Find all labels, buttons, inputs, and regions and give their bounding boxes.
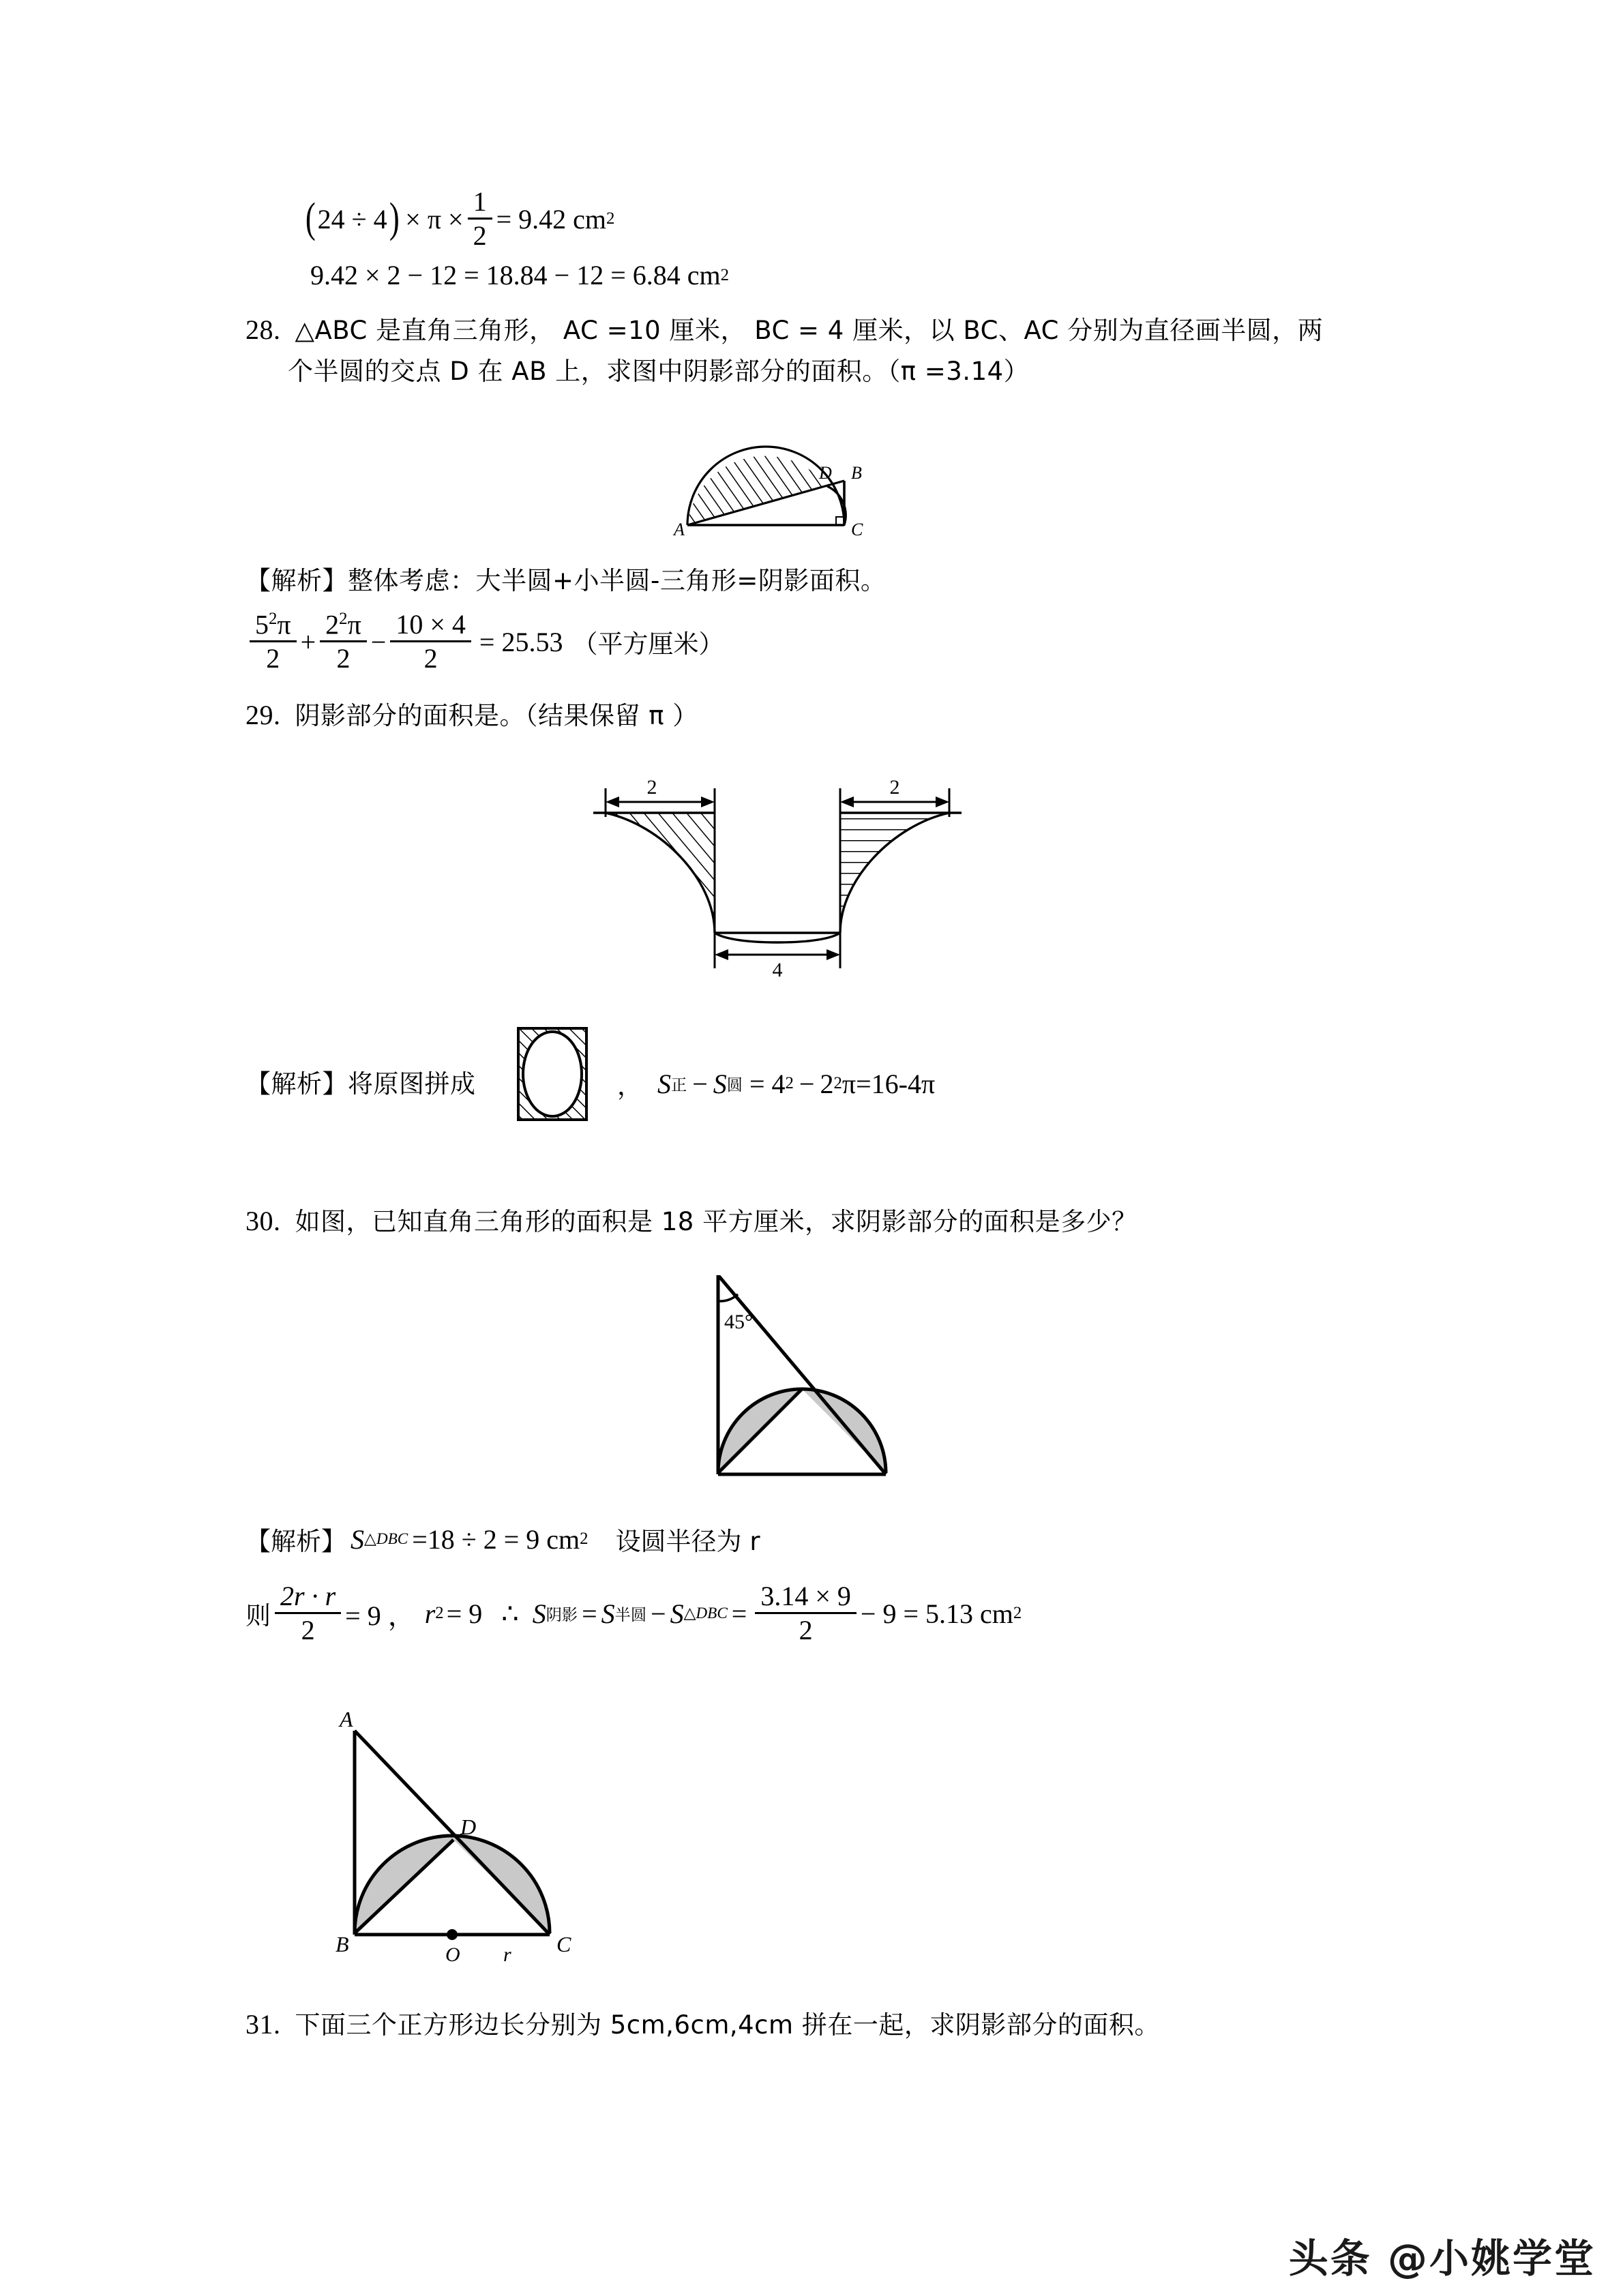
question-text: △ABC 是直角三角形， AC =10 厘米， BC = 4 厘米，以 BC、AC 分别为直径画半圆，两	[295, 316, 1324, 345]
exponent: 2	[833, 1074, 842, 1092]
solution-tag: 【解析】	[245, 1527, 346, 1556]
s-circle-symbol: S	[713, 1068, 727, 1099]
q29-solution-text	[245, 1064, 476, 1103]
exponent: 2	[435, 1604, 444, 1622]
exponent: 2	[785, 1074, 794, 1092]
watermark-branding: 头条 @小姚学堂	[1288, 2235, 1596, 2282]
svg-text:B: B	[336, 1932, 349, 1956]
figure-q29-trough	[559, 764, 996, 982]
solution-note: 设圆半径为 r	[615, 1527, 760, 1556]
fraction-term-3	[390, 610, 471, 673]
equation-text: 9.42 × 2 − 12 = 18.84 − 12 = 6.84 cm	[310, 260, 721, 290]
question-text: 阴影部分的面积是。（结果保留 π ）	[295, 701, 698, 730]
one-half-fraction	[468, 188, 492, 250]
svg-text:C: C	[851, 520, 863, 539]
term-4: 4	[771, 1068, 786, 1099]
question-text: 下面三个正方形边长分别为 5cm,6cm,4cm 拼在一起，求阴影部分的面积。	[295, 2010, 1160, 2040]
fraction-term-1	[250, 610, 297, 673]
formula-unit: （平方厘米）	[572, 629, 724, 659]
solution-tag: 【解析】	[245, 1069, 348, 1099]
exponent: 2	[606, 209, 615, 228]
question-number: 28.	[245, 314, 281, 345]
s-triangle-symbol: S	[670, 1598, 684, 1629]
fraction-denominator: 2	[336, 643, 351, 674]
question-number: 30.	[245, 1206, 281, 1236]
equation-result: = 9.42 cm	[496, 203, 607, 235]
s-semicircle-subscript: 半圆	[614, 1606, 647, 1624]
fraction-numerator: 2r · r	[275, 1582, 341, 1614]
fraction-denominator: 2	[266, 643, 280, 674]
s-symbol: S	[351, 1523, 364, 1555]
svg-text:B: B	[851, 463, 862, 483]
open-paren: (	[305, 195, 316, 242]
operator-minus: −	[651, 1598, 666, 1629]
fraction-term-2	[320, 610, 367, 673]
q30-solution-line-1	[245, 1521, 760, 1557]
svg-text:D: D	[819, 463, 832, 483]
exponent: 2	[580, 1530, 589, 1548]
equals-nine-2: = 9	[446, 1598, 483, 1629]
s-semicircle-symbol: S	[601, 1598, 615, 1629]
q28-solution-formula	[245, 610, 724, 673]
s-square-subscript: 正	[671, 1076, 687, 1094]
question-text: 个半圆的交点 D 在 AB 上，求图中阴影部分的面积。（π =3.14）	[288, 357, 1030, 386]
fraction-numerator: $2^2\pi$	[320, 610, 367, 642]
fraction-2rr-over-2	[275, 1582, 341, 1645]
s-shadow-symbol: S	[532, 1598, 546, 1629]
q30-solution-line-2	[245, 1582, 1022, 1645]
figure-q29-square-circle	[513, 1023, 595, 1125]
question-text: 如图，已知直角三角形的面积是 18 平方厘米，求阴影部分的面积是多少？	[295, 1207, 1137, 1236]
formula-result: = 25.53	[479, 626, 563, 657]
figure-q28-two-semicircles	[655, 416, 941, 539]
figure-q30-triangle-semicircle	[648, 1275, 921, 1480]
fraction-denominator: 2	[799, 1615, 813, 1645]
equals-nine: = 9 ，	[345, 1600, 415, 1631]
question-29-line-1	[245, 696, 698, 735]
operator-minus-2: −	[799, 1068, 815, 1099]
s-square-symbol: S	[657, 1068, 671, 1099]
fraction-numerator: 3.14 × 9	[755, 1582, 857, 1614]
question-30-line-1	[245, 1202, 1137, 1241]
fraction-denominator: 2	[423, 643, 438, 674]
equals-sign-2: =	[731, 1598, 747, 1629]
close-paren: )	[389, 195, 400, 242]
solution-tail: − 9 = 5.13 cm	[860, 1598, 1013, 1629]
solution-text: 将原图拼成	[348, 1069, 476, 1099]
equals-sign: =	[749, 1068, 765, 1099]
fraction-numerator: $5^2\pi$	[250, 610, 297, 642]
fraction-denominator: 2	[301, 1615, 315, 1645]
svg-text:O: O	[445, 1943, 460, 1964]
svg-text:r: r	[503, 1943, 511, 1964]
prefix-then: 则	[245, 1601, 271, 1630]
operator-plus: +	[300, 626, 316, 657]
top-equation-line-2	[310, 259, 729, 291]
comma: ，	[617, 1071, 642, 1101]
svg-text:C: C	[556, 1932, 571, 1956]
operator-minus: −	[692, 1068, 708, 1099]
therefore-symbol: ∴	[501, 1598, 519, 1629]
svg-text:A: A	[674, 520, 685, 539]
figure-q30-labeled-triangle	[307, 1691, 614, 1964]
solution-tag: 【解析】	[245, 566, 348, 595]
fraction-314x9-over-2	[755, 1582, 857, 1645]
svg-text:2: 2	[889, 776, 900, 799]
fraction-numerator: 1	[468, 188, 492, 220]
r-symbol: r	[424, 1598, 436, 1629]
equals-sign: =	[582, 1598, 597, 1629]
term-2: 2	[820, 1068, 834, 1099]
svg-text:D: D	[460, 1815, 477, 1839]
question-number: 29.	[245, 700, 281, 730]
pi-symbol: π	[842, 1068, 857, 1099]
paren-content: 24 ÷ 4	[317, 203, 387, 235]
exponent: 2	[1013, 1604, 1022, 1622]
fraction-denominator: 2	[473, 220, 487, 251]
q28-solution-line	[245, 561, 886, 600]
svg-text:A: A	[340, 1707, 353, 1731]
solution-text: 整体考虑：大半圆+小半圆-三角形=阴影面积。	[348, 566, 887, 595]
question-number: 31.	[245, 2009, 281, 2040]
question-28-line-2	[288, 351, 1029, 391]
operator-minus: −	[370, 626, 387, 657]
svg-text:4: 4	[772, 959, 783, 981]
s-shadow-subscript: 阴影	[546, 1606, 578, 1624]
solution-equation: =18 ÷ 2 = 9 cm	[412, 1523, 580, 1555]
svg-text:45°: 45°	[724, 1311, 753, 1333]
s-triangle-subscript: △DBC	[683, 1605, 728, 1622]
top-equation-line-1	[303, 188, 614, 250]
final-result: =16-4π	[856, 1068, 936, 1099]
question-31-line-1	[245, 2005, 1160, 2044]
s-circle-subscript: 圆	[726, 1076, 743, 1094]
q29-solution-formula	[617, 1065, 935, 1102]
s-subscript: △DBC	[364, 1530, 408, 1548]
fraction-numerator: 10 × 4	[390, 610, 471, 642]
svg-text:2: 2	[646, 776, 657, 799]
question-28-line-1	[245, 310, 1323, 350]
exponent: 2	[720, 265, 730, 284]
multiply-pi: × π ×	[405, 203, 464, 235]
